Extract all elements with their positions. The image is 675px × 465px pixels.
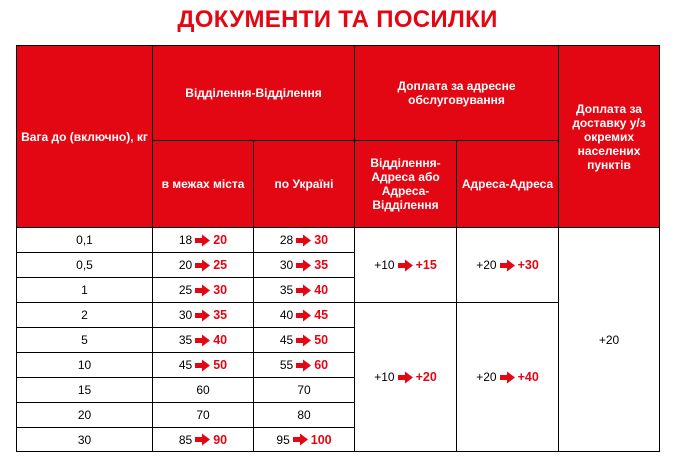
weight-cell: 30 xyxy=(17,428,153,452)
old-price: 18 xyxy=(178,233,193,247)
old-price: 95 xyxy=(276,432,290,447)
new-price: 30 xyxy=(314,233,329,247)
old-price: 45 xyxy=(178,358,193,372)
old-price: 25 xyxy=(178,283,193,297)
red-right-arrow-icon xyxy=(194,359,211,372)
ukraine-price-cell xyxy=(254,378,355,403)
new-price: 45 xyxy=(314,308,329,322)
red-right-arrow-icon xyxy=(194,234,211,247)
old-price: 35 xyxy=(178,333,193,347)
city-price-cell xyxy=(153,353,254,378)
red-right-arrow-icon xyxy=(194,334,211,347)
red-right-arrow-icon xyxy=(194,309,211,322)
red-right-arrow-icon xyxy=(499,259,516,272)
tariff-body xyxy=(17,228,660,452)
city-price-cell xyxy=(153,378,254,403)
old-price: 35 xyxy=(279,283,294,297)
weight-cell: 10 xyxy=(17,353,153,378)
new-price: 40 xyxy=(213,333,228,347)
new-price: 40 xyxy=(314,283,329,297)
old-price: 30 xyxy=(279,258,294,272)
header-within-city: в межах міста xyxy=(153,141,254,228)
new-price: 60 xyxy=(314,358,329,372)
ukraine-price-cell xyxy=(254,328,355,353)
ukraine-price-cell xyxy=(254,428,355,452)
branch-address-surcharge-cell xyxy=(355,228,457,303)
weight-cell: 20 xyxy=(17,403,153,428)
header-remote-surcharge: Доплата за доставку у/з окремих населених пунктів xyxy=(559,46,660,228)
red-right-arrow-icon xyxy=(499,371,516,384)
new-price: 20 xyxy=(213,233,228,247)
city-price-cell xyxy=(153,253,254,278)
old-price: 28 xyxy=(279,233,294,247)
old-surcharge: +10 xyxy=(374,258,395,272)
header-across-ukraine: по Україні xyxy=(254,141,355,228)
price-value: 70 xyxy=(297,383,311,397)
weight-cell: 1 xyxy=(17,278,153,303)
remote-surcharge-cell: +20 xyxy=(559,228,660,452)
address-address-surcharge-cell xyxy=(457,303,559,452)
city-price-cell xyxy=(153,303,254,328)
price-value: 60 xyxy=(196,383,210,397)
red-right-arrow-icon xyxy=(295,359,312,372)
city-price-cell xyxy=(153,228,254,253)
red-right-arrow-icon xyxy=(295,234,312,247)
red-right-arrow-icon xyxy=(292,433,309,446)
header-address-address: Адреса-Адреса xyxy=(457,141,559,228)
new-price: 90 xyxy=(213,432,228,447)
new-price: 35 xyxy=(314,258,329,272)
red-right-arrow-icon xyxy=(194,433,211,446)
price-value: 70 xyxy=(196,408,210,422)
new-surcharge: +30 xyxy=(517,258,539,272)
ukraine-price-cell xyxy=(254,228,355,253)
header-branch-address: Відділення-Адреса або Адреса-Відділення xyxy=(355,141,457,228)
city-price-cell xyxy=(153,278,254,303)
header-weight: Вага до (включно), кг xyxy=(17,46,153,228)
weight-cell: 2 xyxy=(17,303,153,328)
red-right-arrow-icon xyxy=(397,259,414,272)
new-price: 30 xyxy=(213,283,228,297)
red-right-arrow-icon xyxy=(397,371,414,384)
weight-cell: 15 xyxy=(17,378,153,403)
old-surcharge: +20 xyxy=(476,370,497,384)
old-price: 55 xyxy=(279,358,294,372)
city-price-cell xyxy=(153,328,254,353)
new-price: 25 xyxy=(213,258,228,272)
table-row xyxy=(17,228,660,253)
city-price-cell xyxy=(153,428,254,452)
red-right-arrow-icon xyxy=(295,309,312,322)
header-branch-branch: Відділення-Відділення xyxy=(153,46,355,141)
old-price: 85 xyxy=(178,432,193,447)
weight-cell: 5 xyxy=(17,328,153,353)
page-title: ДОКУМЕНТИ ТА ПОСИЛКИ xyxy=(177,6,498,33)
price-value: 80 xyxy=(297,408,311,422)
new-surcharge: +20 xyxy=(415,370,437,384)
red-right-arrow-icon xyxy=(295,334,312,347)
new-price: 100 xyxy=(310,432,332,447)
new-surcharge: +40 xyxy=(517,370,539,384)
red-right-arrow-icon xyxy=(194,259,211,272)
city-price-cell xyxy=(153,403,254,428)
weight-cell: 0,1 xyxy=(17,228,153,253)
red-right-arrow-icon xyxy=(295,284,312,297)
old-price: 40 xyxy=(279,308,294,322)
ukraine-price-cell xyxy=(254,278,355,303)
address-address-surcharge-cell xyxy=(457,228,559,303)
old-price: 20 xyxy=(178,258,193,272)
tariff-table xyxy=(16,45,660,452)
new-surcharge: +15 xyxy=(415,258,437,272)
old-surcharge: +10 xyxy=(374,370,395,384)
ukraine-price-cell xyxy=(254,303,355,328)
new-price: 50 xyxy=(213,358,228,372)
header-address-surcharge: Доплата за адресне обслуговування xyxy=(355,46,559,141)
old-price: 45 xyxy=(279,333,294,347)
branch-address-surcharge-cell xyxy=(355,303,457,452)
new-price: 50 xyxy=(314,333,329,347)
ukraine-price-cell xyxy=(254,353,355,378)
old-price: 30 xyxy=(178,308,193,322)
ukraine-price-cell xyxy=(254,253,355,278)
new-price: 35 xyxy=(213,308,228,322)
weight-cell: 0,5 xyxy=(17,253,153,278)
red-right-arrow-icon xyxy=(295,259,312,272)
ukraine-price-cell xyxy=(254,403,355,428)
old-surcharge: +20 xyxy=(476,258,497,272)
red-right-arrow-icon xyxy=(194,284,211,297)
